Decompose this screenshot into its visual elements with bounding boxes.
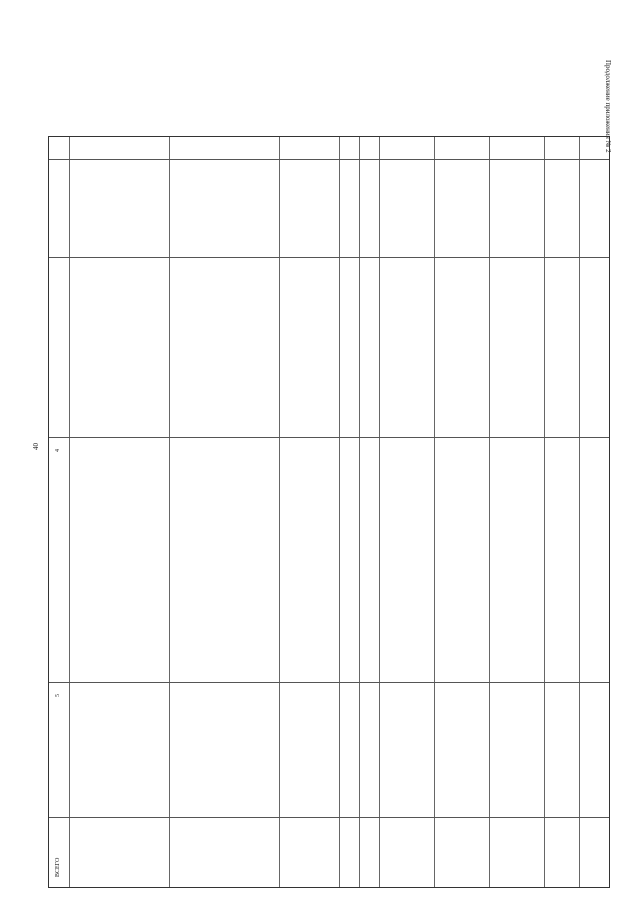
table-grid-line (359, 137, 360, 887)
table-grid-line (544, 137, 545, 887)
table-grid-line (49, 817, 609, 818)
table-grid-line (69, 137, 70, 887)
page-number: 40 (32, 443, 40, 450)
table-grid-line (49, 159, 609, 160)
data-table (48, 136, 610, 888)
total-row-label: ВСЕГО (55, 857, 61, 877)
table-grid-line (339, 137, 340, 887)
table-grid-line (49, 682, 609, 683)
table-grid-line (169, 137, 170, 887)
table-grid-line (279, 137, 280, 887)
table-grid-line (49, 257, 609, 258)
table-grid-line (579, 137, 580, 887)
table-grid-line (379, 137, 380, 887)
appendix-caption: Продолжение приложения № 2 (604, 60, 612, 153)
table-grid-line (49, 437, 609, 438)
table-grid-line (434, 137, 435, 887)
row-number-5: 5 (55, 694, 61, 697)
table-grid-line (489, 137, 490, 887)
row-number-4: 4 (55, 449, 61, 452)
